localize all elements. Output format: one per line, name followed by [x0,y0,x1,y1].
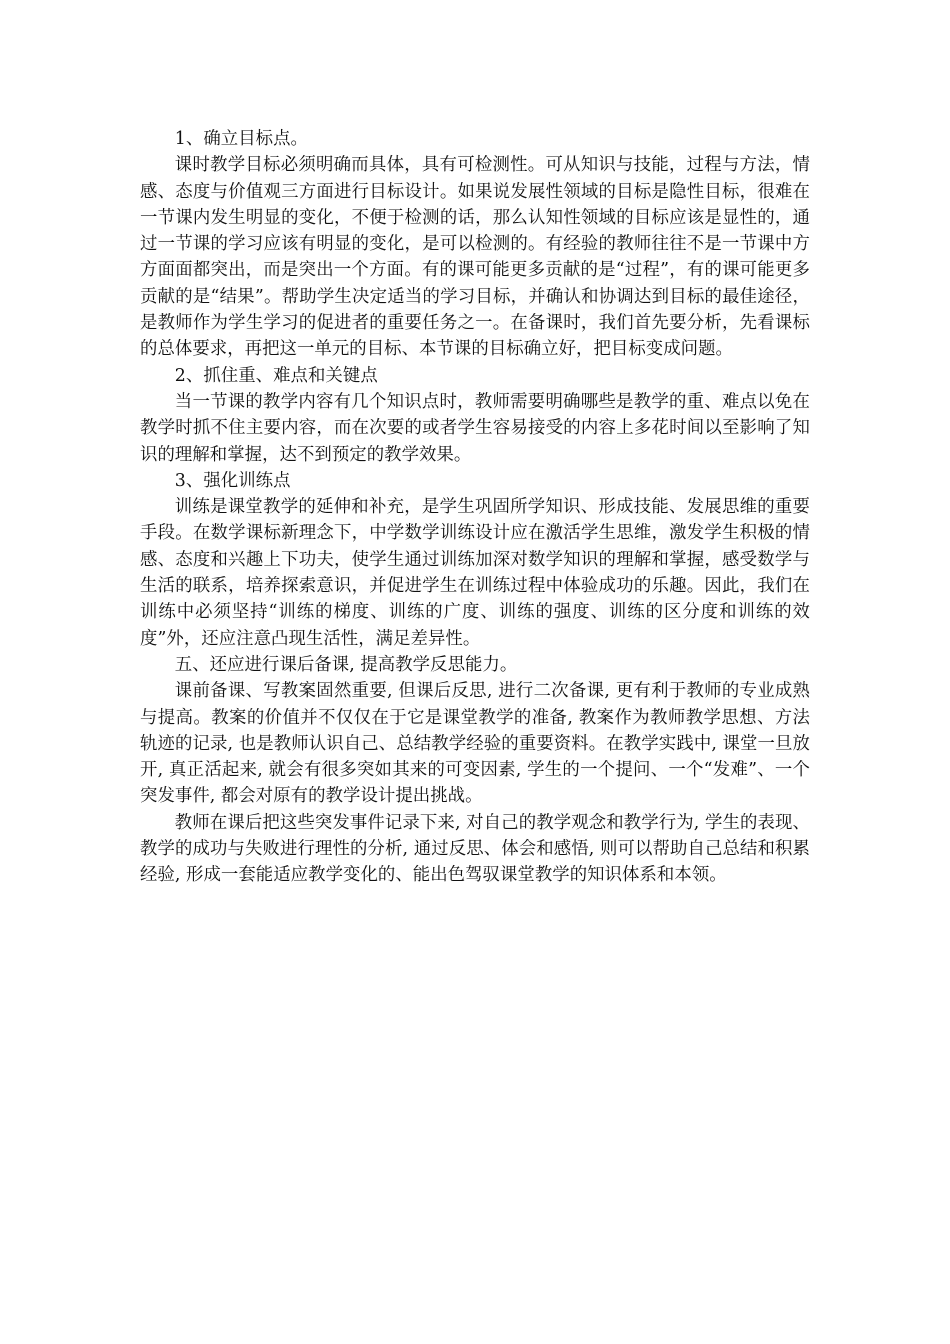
document-body [140,126,810,889]
heading-after-class: 五、还应进行课后备课, 提高教学反思能力。 [174,654,518,675]
paragraph-key-points: 当一节课的教学内容有几个知识点时，教师需要明确哪些是教学的重、难点以免在教学时抓不住主要内容，而在次要的或者学生容易接受的内容上多花时间以至影响了知识的理解和掌握，达不到预定的教学效果。 [140,391,810,465]
heading-training: 3、强化训练点 [174,470,291,491]
paragraph-training: 训练是课堂教学的延伸和补充，是学生巩固所学知识、形成技能、发展思维的重要手段。在数学课标新理念下，中学数学训练设计应在激活学生思维，激发学生积极的情感、态度和兴趣上下功夫，使学生通过训练加深对数学知识的理解和掌握，感受数学与生活的联系，培养探索意识，并促进学生在训练过程中体验成功的乐趣。因此，我们在训练中必须坚持“训练的梯度、训练的广度、训练的强度、训练的区分度和训练的效度”外，还应注意凸现生活性，满足差异性。 [140,497,810,649]
heading-key-points: 2、抓住重、难点和关键点 [174,365,378,386]
paragraph-goals: 课时教学目标必须明确而具体，具有可检测性。可从知识与技能，过程与方法，情感、态度与价值观三方面进行目标设计。如果说发展性领域的目标是隐性目标，很难在一节课内发生明显的变化，不便于检测的话，那么认知性领域的目标应该是显性的，通过一节课的学习应该有明显的变化，是可以检测的。有经验的教师往往不是一节课中方方面面都突出，而是突出一个方面。有的课可能更多贡献的是“过程”，有的课可能更多贡献的是“结果”。帮助学生决定适当的学习目标，并确认和协调达到目标的最佳途径，是教师作为学生学习的促进者的重要任务之一。在备课时，我们首先要分析，先看课标的总体要求，再把这一单元的目标、本节课的目标确立好，把目标变成问题。 [140,155,810,360]
paragraph-after-class: 课前备课、写教案固然重要, 但课后反思, 进行二次备课, 更有利于教师的专业成熟与提高。教案的价值并不仅仅在于它是课堂教学的准备, 教案作为教师教学思想、方法轨迹的记录, 也是教师认识自己、总结教学经验的重要资料。在教学实践中, 课堂一旦放开, 真正活起来, 就会有很多突如其来的可变因素, 学生的一个提问、一个“发难”、一个突发事件, 都会对原有的教学设计提出挑战。 [140,681,810,807]
heading-set-goals: 1、确立目标点。 [174,129,308,149]
paragraph-reflection: 教师在课后把这些突发事件记录下来, 对自己的教学观念和教学行为, 学生的表现、教学的成功与失败进行理性的分析, 通过反思、体会和感悟, 则可以帮助自己总结和积累经验, 形成一套能适应教学变化的、能出色驾驭课堂教学的知识体系和本领。 [140,812,810,886]
